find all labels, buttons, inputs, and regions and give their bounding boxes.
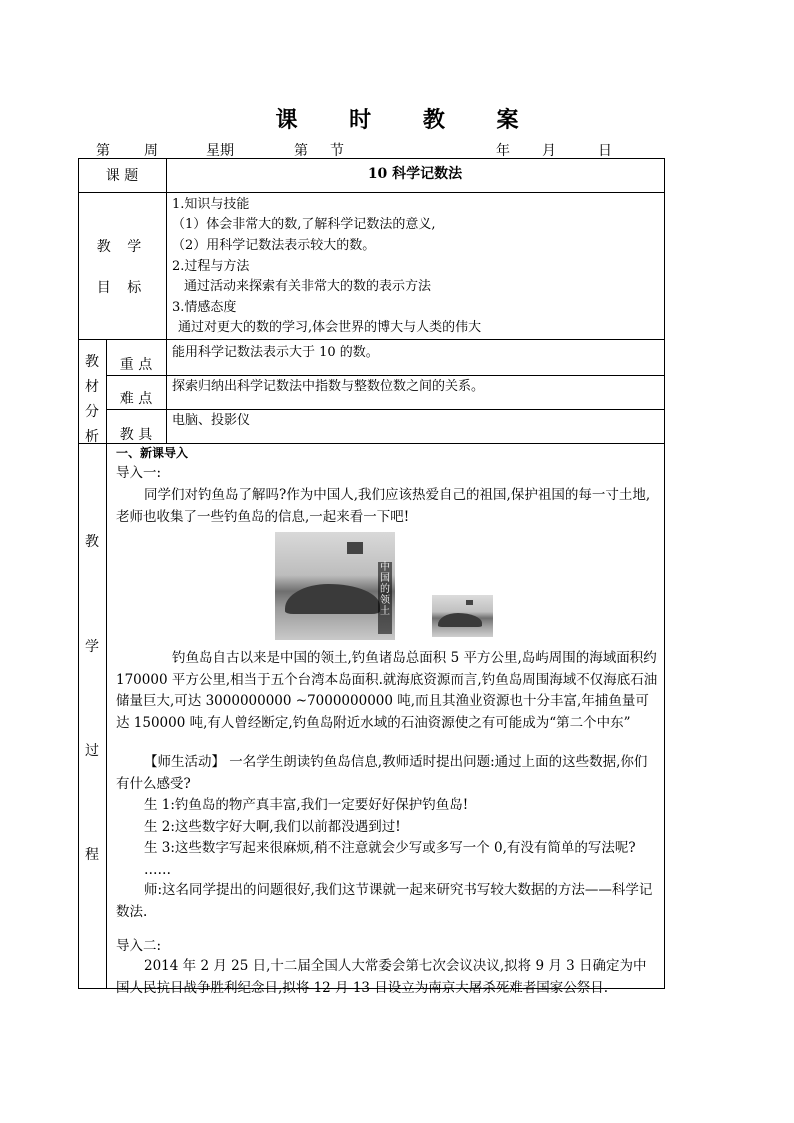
process-side-char: 学 [85, 639, 99, 655]
week-suffix: 周 [144, 143, 158, 159]
goal-line: 通过活动来探索有关非常大的数的表示方法 [184, 279, 432, 294]
analysis-side-char: 分 [85, 404, 99, 420]
topic-label: 课 题 [105, 168, 139, 184]
paragraph-text: 同学们对钓鱼岛了解吗?作为中国人,我们应该热爱自己的祖国,保护祖国的每一寸土地,老师也收集了一些钓鱼岛的信息,一起来看一下吧! [116, 487, 651, 525]
paragraph [116, 648, 658, 734]
student-reply: 生 1:钓鱼岛的物产真丰富,我们一定要好好保护钓鱼岛! [144, 797, 469, 813]
paragraph [116, 752, 658, 795]
page-title: 课 时 教 案 [275, 107, 541, 133]
key-point-label: 重 点 [119, 357, 153, 373]
island-photo-small [432, 595, 493, 637]
analysis-side-char: 析 [85, 429, 99, 445]
tools-label: 教 具 [119, 427, 153, 443]
process-side-char: 程 [85, 847, 99, 863]
table-line [166, 158, 167, 443]
intro-two-label: 导入二: [116, 938, 162, 954]
weekday-label: 星期 [206, 143, 234, 159]
year-label: 年 [496, 143, 510, 159]
difficulty-label: 难 点 [119, 391, 153, 407]
flag-icon [347, 542, 363, 554]
table-border-right [664, 158, 665, 988]
goal-line: （1）体会非常大的数,了解科学记数法的意义, [172, 217, 436, 232]
flag-icon [466, 600, 473, 605]
goal-line: 通过对更大的数的学习,体会世界的博大与人类的伟大 [178, 320, 482, 335]
paragraph-text: 【师生活动】 一名学生朗读钓鱼岛信息,教师适时提出问题:通过上面的这些数据,你们有什么感受? [116, 754, 648, 792]
paragraph [116, 485, 658, 528]
goals-label-top: 教 学 [96, 239, 148, 255]
ellipsis: …… [144, 861, 171, 878]
section-prefix: 第 [294, 143, 308, 159]
month-label: 月 [542, 143, 556, 159]
island-shape [438, 613, 482, 627]
difficulty-value: 探索归纳出科学记数法中指数与整数位数之间的关系。 [172, 379, 485, 394]
date-header-row [78, 140, 664, 158]
paragraph [116, 795, 658, 881]
paragraph [116, 956, 658, 999]
analysis-side-char: 教 [85, 354, 99, 370]
goal-line: 1.知识与技能 [172, 197, 250, 212]
intro-one-label: 导入一: [116, 465, 162, 481]
teacher-reply: 师:这名同学提出的问题很好,我们这节课就一起来研究书写较大数据的方法——科学记数法. [116, 882, 653, 920]
topic-value: 10 科学记数法 [367, 166, 463, 182]
table-line [106, 409, 665, 410]
section-title: 一、新课导入 [116, 446, 189, 460]
paragraph [116, 880, 658, 923]
process-side-char: 教 [85, 534, 99, 550]
goal-line: 3.情感态度 [172, 300, 237, 315]
key-point-value: 能用科学记数法表示大于 10 的数。 [172, 345, 379, 360]
week-prefix: 第 [96, 143, 110, 159]
goal-line: （2）用科学记数法表示较大的数。 [172, 238, 376, 253]
goals-label-bottom: 目 标 [96, 280, 148, 296]
student-reply: 生 3:这些数字写起来很麻烦,稍不注意就会少写或多写一个 0,有没有简单的写法呢? [144, 840, 636, 856]
process-side-char: 过 [85, 743, 99, 759]
island-photo-large [275, 532, 395, 640]
table-line [106, 375, 665, 376]
tools-value: 电脑、投影仪 [172, 413, 251, 428]
goal-line: 2.过程与方法 [172, 259, 250, 274]
island-shape [285, 584, 380, 614]
paragraph-text: 2014 年 2 月 25 日,十二届全国人大常委会第七次会议决议,拟将 9 月 3 日确定为中国人民抗日战争胜利纪念日,拟将 12 月 13 日设立为南京大屠杀死难者国家公祭日. [116, 958, 647, 996]
analysis-side-char: 材 [85, 379, 99, 395]
paragraph-text: 钓鱼岛自古以来是中国的领土,钓鱼诸岛总面积 5 平方公里,岛屿周围的海域面积约 170000 平方公里,相当于五个台湾本岛面积.就海底资源而言,钓鱼岛周围海域不仅海底石油储量巨大,可达 3000000000 ~7000000000 吨,而且其渔业资源也十分丰富,年捕鱼量可达 150000 吨,有人曾经断定,钓鱼岛附近水域的石油资源使之有可能成为“第二个中东” [116, 650, 658, 731]
day-label: 日 [598, 143, 612, 159]
section-suffix: 节 [330, 143, 344, 159]
student-reply: 生 2:这些数字好大啊,我们以前都没遇到过! [144, 818, 401, 835]
image-caption: 中国的领土 [378, 562, 392, 634]
